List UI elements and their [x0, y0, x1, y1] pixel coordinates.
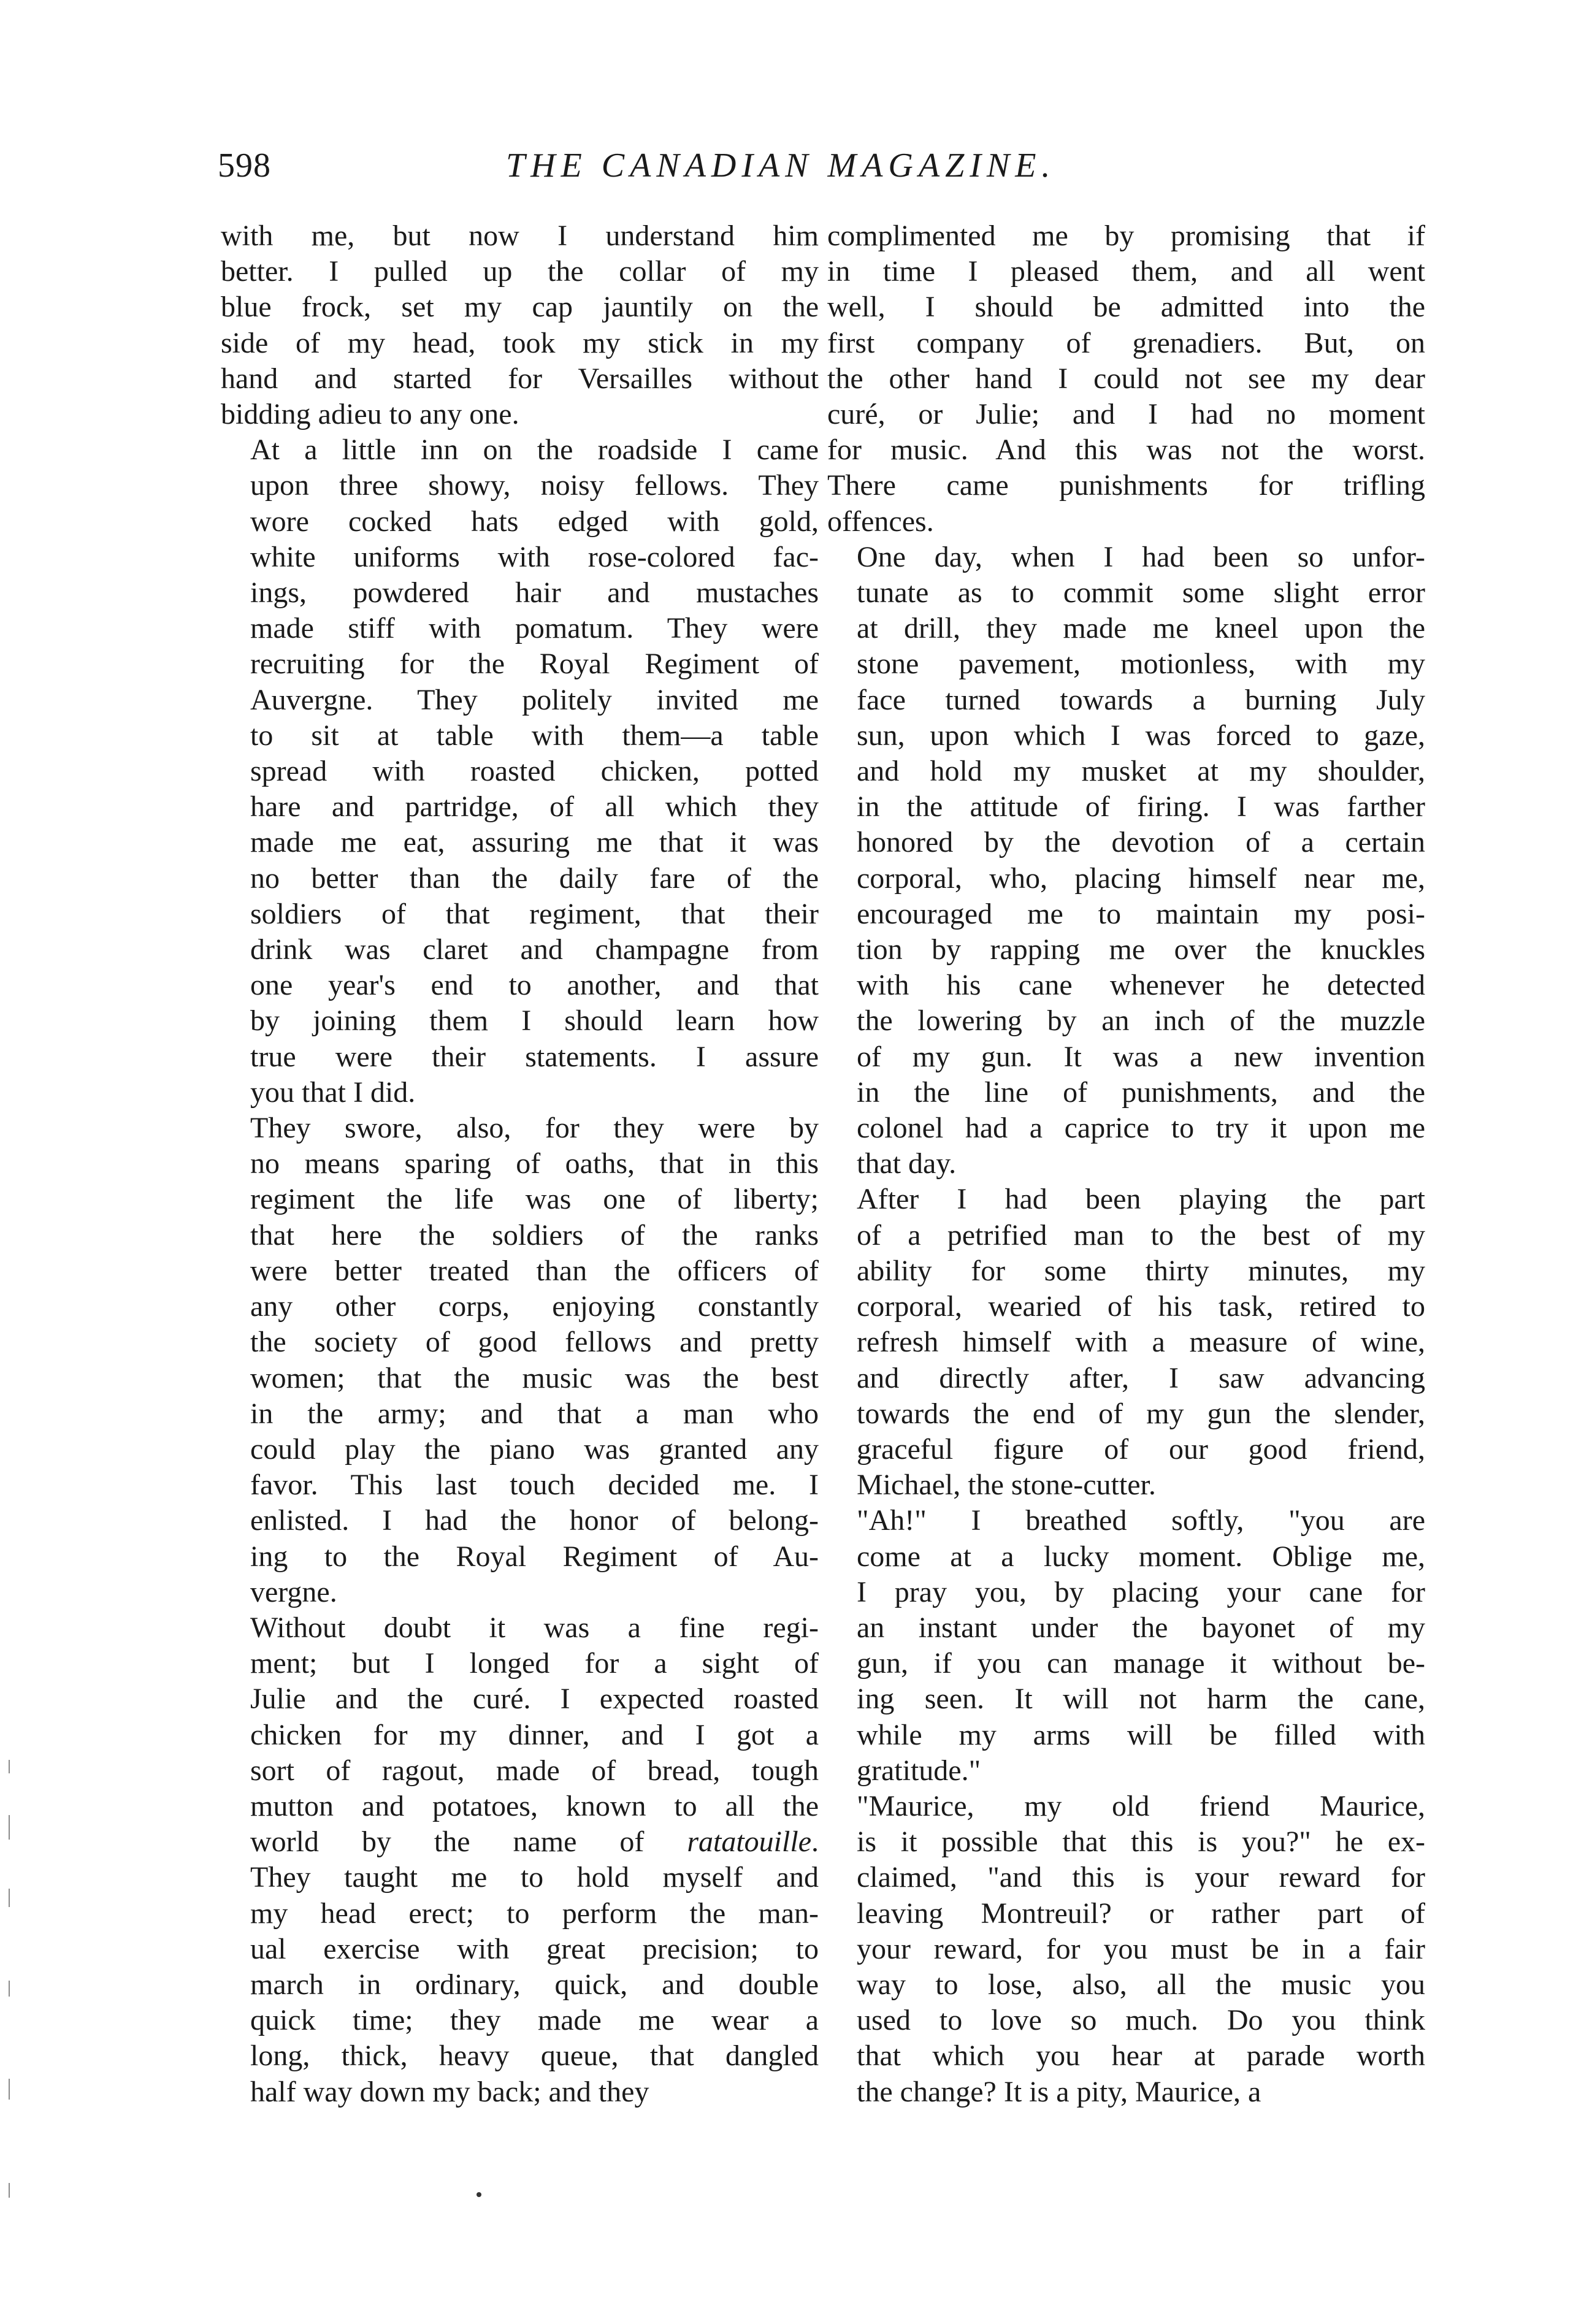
text-line: that day.	[857, 1147, 957, 1180]
page-number: 598	[218, 147, 271, 185]
text-line: side of my head, took my stick in my	[221, 326, 819, 359]
margin-mark	[9, 1889, 10, 1907]
text-line: honored by the devotion of a certain	[857, 826, 1425, 859]
paragraph	[827, 1789, 1425, 2110]
running-head	[218, 138, 1417, 193]
margin-mark	[9, 1981, 10, 1997]
text-line: wore cocked hats edged with gold,	[250, 505, 819, 538]
text-line: hand and started for Versailles without	[221, 362, 819, 395]
text-line: long, thick, heavy queue, that dangled	[250, 2039, 819, 2073]
text-line: no means sparing of oaths, that in this	[250, 1147, 819, 1180]
text-line: "Maurice, my old friend Maurice,	[857, 1789, 1425, 1822]
text-line: chicken for my dinner, and I got a	[250, 1718, 819, 1751]
text-line: Julie and the curé. I expected roasted	[250, 1683, 819, 1716]
text-line: ings, powdered hair and mustaches	[250, 576, 819, 610]
text-line: ing seen. It will not harm the cane,	[857, 1683, 1425, 1716]
text-line: Michael, the stone-cutter.	[857, 1469, 1156, 1502]
text-line: in the attitude of firing. I was farther	[857, 790, 1425, 824]
text-line: blue frock, set my cap jauntily on the	[221, 291, 819, 324]
text-line: of a petrified man to the best of my	[857, 1218, 1425, 1252]
paragraph	[827, 1503, 1425, 1789]
text-line: stone pavement, motionless, with my	[857, 648, 1425, 681]
text-line: soldiers of that regiment, that their	[250, 897, 819, 930]
text-line: Auvergne. They politely invited me	[250, 683, 819, 716]
paragraph	[221, 1110, 819, 1610]
paragraph	[827, 218, 1425, 540]
text-line: the lowering by an inch of the muzzle	[857, 1004, 1425, 1038]
text-line: in the line of punishments, and the	[857, 1076, 1425, 1109]
text-line: ing to the Royal Regiment of Au-	[250, 1540, 819, 1573]
text-line: corporal, who, placing himself near me,	[857, 862, 1425, 895]
text-line: drink was claret and champagne from	[250, 933, 819, 966]
text-line: At a little inn on the roadside I came	[250, 434, 819, 467]
text-line: for music. And this was not the worst.	[827, 434, 1425, 467]
text-line: white uniforms with rose-colored fac-	[250, 540, 819, 573]
text-line: any other corps, enjoying constantly	[250, 1290, 819, 1323]
text-line: that here the soldiers of the ranks	[250, 1218, 819, 1252]
text-line: sun, upon which I was forced to gaze,	[857, 719, 1425, 752]
paragraph	[221, 1610, 819, 2110]
text-line: offences.	[827, 505, 934, 538]
text-line: bidding adieu to any one.	[221, 398, 519, 431]
text-line: world by the name of ratatouille.	[250, 1825, 819, 1859]
text-line: the society of good fellows and pretty	[250, 1326, 819, 1359]
text-line: encouraged me to maintain my posi-	[857, 897, 1425, 930]
text-line: way to lose, also, all the music you	[857, 1968, 1425, 2001]
text-line: gratitude."	[857, 1754, 981, 1787]
text-line: first company of grenadiers. But, on	[827, 326, 1425, 359]
text-line: One day, when I had been so unfor-	[857, 540, 1425, 573]
text-line: tion by rapping me over the knuckles	[857, 933, 1425, 966]
text-line: tunate as to commit some slight error	[857, 576, 1425, 610]
text-line: colonel had a caprice to try it upon me	[857, 1112, 1425, 1145]
margin-mark	[9, 2183, 10, 2198]
text-line: were better treated than the officers of	[250, 1254, 819, 1287]
text-line: complimented me by promising that if	[827, 220, 1425, 252]
text-line: in the army; and that a man who	[250, 1397, 819, 1430]
text-line: with his cane whenever he detected	[857, 969, 1425, 1002]
text-line: no better than the daily fare of the	[250, 862, 819, 895]
paragraph	[221, 218, 819, 432]
text-line: recruiting for the Royal Regiment of	[250, 648, 819, 681]
text-line: made stiff with pomatum. They were	[250, 612, 819, 645]
paragraph	[827, 1182, 1425, 1503]
text-line: I pray you, by placing your cane for	[857, 1575, 1425, 1608]
text-line: of my gun. It was a new invention	[857, 1040, 1425, 1073]
text-line: After I had been playing the part	[857, 1183, 1425, 1216]
text-line: claimed, "and this is your reward for	[857, 1861, 1425, 1894]
text-line: ual exercise with great precision; to	[250, 1932, 819, 1965]
text-line: mutton and potatoes, known to all the	[250, 1789, 819, 1822]
text-line: the change? It is a pity, Maurice, a	[857, 2075, 1261, 2108]
text-line: better. I pulled up the collar of my	[221, 255, 819, 288]
text-line: your reward, for you must be in a fair	[857, 1932, 1425, 1965]
text-line: ment; but I longed for a sight of	[250, 1647, 819, 1680]
text-line: and hold my musket at my shoulder,	[857, 755, 1425, 788]
text-line: in time I pleased them, and all went	[827, 255, 1425, 288]
text-line: my head erect; to perform the man-	[250, 1897, 819, 1930]
text-line: Without doubt it was a fine regi-	[250, 1611, 819, 1644]
text-line: There came punishments for trifling	[827, 469, 1425, 502]
text-line: come at a lucky moment. Oblige me,	[857, 1540, 1425, 1573]
text-line: enlisted. I had the honor of belong-	[250, 1504, 819, 1537]
margin-mark	[9, 1815, 10, 1840]
text-line: They swore, also, for they were by	[250, 1112, 819, 1145]
text-line: and directly after, I saw advancing	[857, 1361, 1425, 1394]
text-line: one year's end to another, and that	[250, 969, 819, 1002]
stray-print-dot	[476, 2192, 481, 2197]
text-line: that which you hear at parade worth	[857, 2039, 1425, 2073]
text-line: face turned towards a burning July	[857, 683, 1425, 716]
text-line: corporal, wearied of his task, retired to	[857, 1290, 1425, 1323]
paragraph	[221, 432, 819, 1110]
text-line: favor. This last touch decided me. I	[250, 1469, 819, 1502]
text-line: curé, or Julie; and I had no moment	[827, 398, 1425, 431]
text-line: you that I did.	[250, 1076, 416, 1109]
margin-mark	[9, 2079, 10, 2100]
text-line: upon three showy, noisy fellows. They	[250, 469, 819, 502]
text-line: sort of ragout, made of bread, tough	[250, 1754, 819, 1787]
margin-mark	[9, 1760, 10, 1773]
text-line: made me eat, assuring me that it was	[250, 826, 819, 859]
text-line: quick time; they made me wear a	[250, 2004, 819, 2037]
text-line: refresh himself with a measure of wine,	[857, 1326, 1425, 1359]
text-line: well, I should be admitted into the	[827, 291, 1425, 324]
text-line: by joining them I should learn how	[250, 1004, 819, 1038]
text-line: graceful figure of our good friend,	[857, 1432, 1425, 1466]
text-line: They taught me to hold myself and	[250, 1861, 819, 1894]
text-line: half way down my back; and they	[250, 2075, 649, 2108]
text-line: to sit at table with them—a table	[250, 719, 819, 752]
text-line: leaving Montreuil? or rather part of	[857, 1897, 1425, 1930]
text-line: march in ordinary, quick, and double	[250, 1968, 819, 2001]
magazine-title: THE CANADIAN MAGAZINE.	[506, 147, 1056, 185]
text-line: "Ah!" I breathed softly, "you are	[857, 1504, 1425, 1537]
text-line: is it possible that this is you?" he ex-	[857, 1825, 1425, 1859]
text-line: gun, if you can manage it without be-	[857, 1647, 1425, 1680]
text-line: could play the piano was granted any	[250, 1432, 819, 1466]
text-line: at drill, they made me kneel upon the	[857, 612, 1425, 645]
text-line: while my arms will be filled with	[857, 1718, 1425, 1751]
text-line: spread with roasted chicken, potted	[250, 755, 819, 788]
left-column	[221, 218, 819, 2110]
text-line: an instant under the bayonet of my	[857, 1611, 1425, 1644]
text-line: ability for some thirty minutes, my	[857, 1254, 1425, 1287]
text-line: hare and partridge, of all which they	[250, 790, 819, 824]
right-column	[827, 218, 1425, 2110]
paragraph	[827, 540, 1425, 1182]
text-line: vergne.	[250, 1575, 337, 1608]
text-line: the other hand I could not see my dear	[827, 362, 1425, 395]
text-line: towards the end of my gun the slender,	[857, 1397, 1425, 1430]
text-line: used to love so much. Do you think	[857, 2004, 1425, 2037]
text-line: regiment the life was one of liberty;	[250, 1183, 819, 1216]
text-line: women; that the music was the best	[250, 1361, 819, 1394]
text-line: true were their statements. I assure	[250, 1040, 819, 1073]
text-line: with me, but now I understand him	[221, 220, 819, 252]
